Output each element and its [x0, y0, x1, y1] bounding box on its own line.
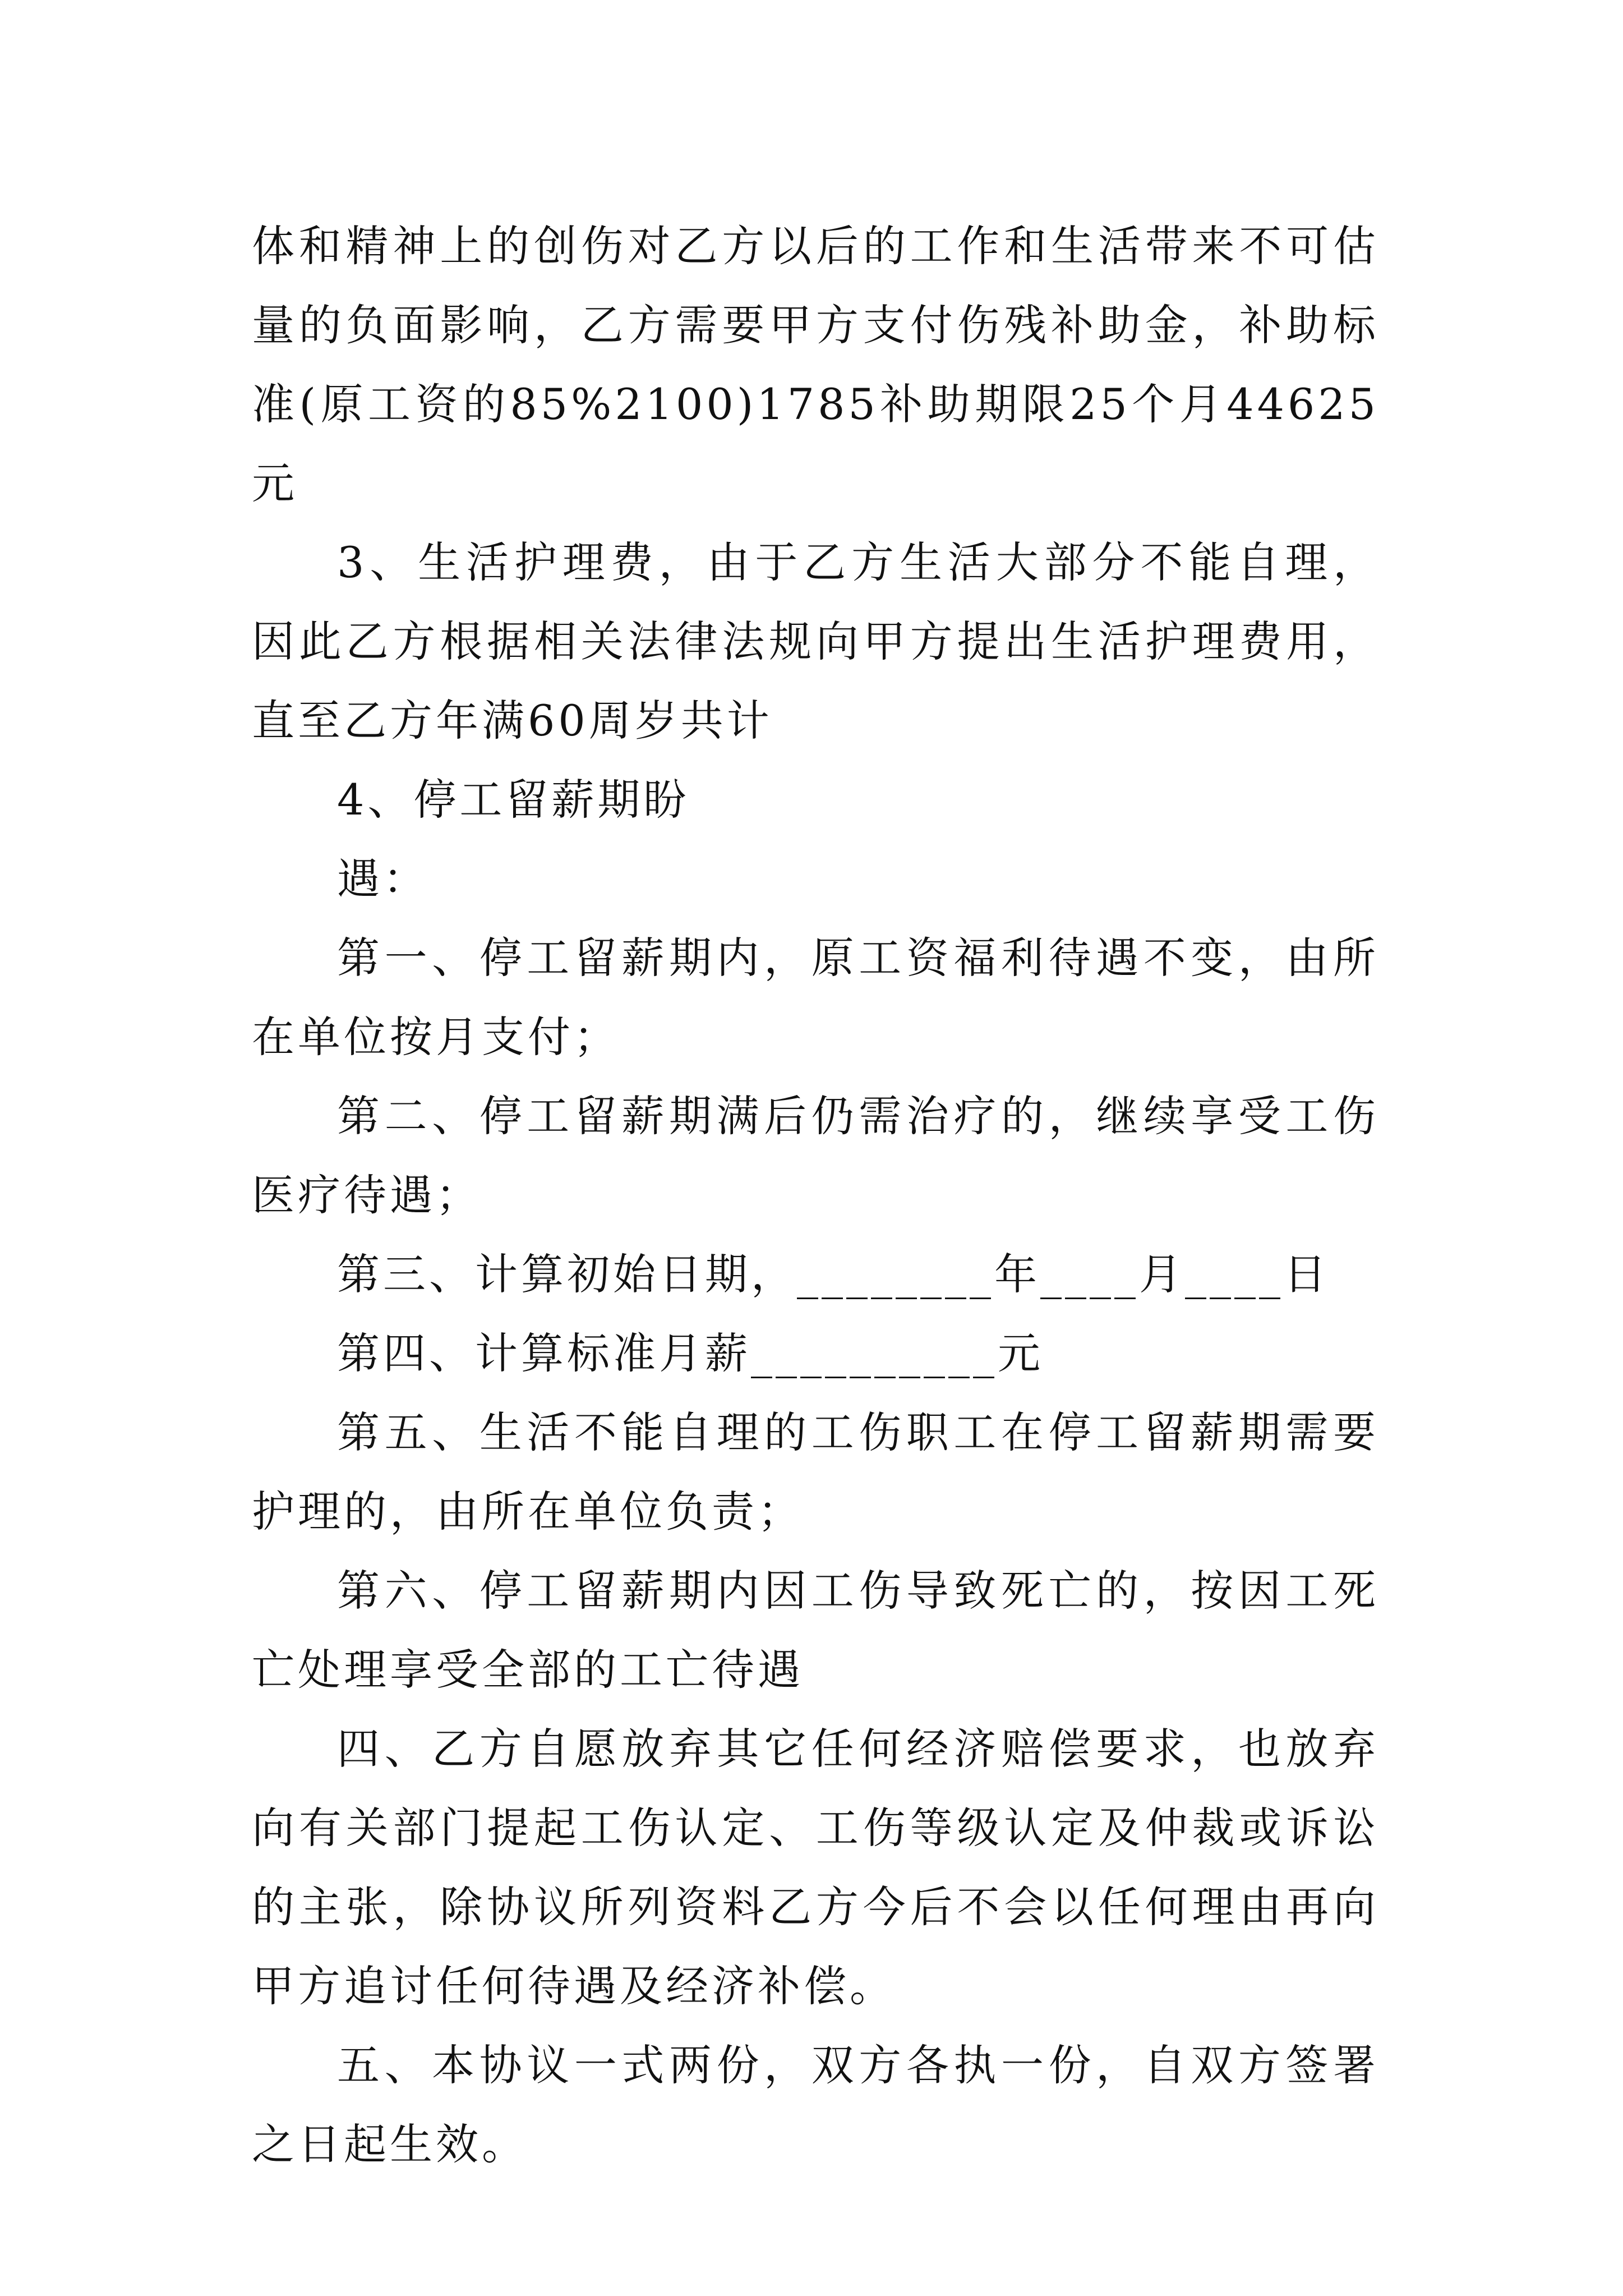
paragraph-section-5-effective: 五、本协议一式两份，双方各执一份，自双方签署之日起生效。	[252, 2040, 1379, 2169]
paragraph-nursing-fee: 3、生活护理费，由于乙方生活大部分不能自理，因此乙方根据相关法律法规向甲方提出生活护理费用，直至乙方年满60周岁共计	[252, 537, 1379, 746]
paragraph-disability-subsidy: 体和精神上的创伤对乙方以后的工作和生活带来不可估量的负面影响，乙方需要甲方支付伤残补助金，补助标准(原工资的85%2100)1785补助期限25个月44625元	[252, 221, 1379, 508]
paragraph-section-4-waiver: 四、乙方自愿放弃其它任何经济赔偿要求，也放弃向有关部门提起工伤认定、工伤等级认定及仲裁或诉讼的主张，除协议所列资料乙方今后不会以任何理由再向甲方追讨任何待遇及经济补偿。	[252, 1724, 1379, 2011]
paragraph-clause-5: 第五、生活不能自理的工伤职工在停工留薪期需要护理的，由所在单位负责；	[252, 1407, 1379, 1536]
paragraph-clause-3-start-date: 第三、计算初始日期，________年____月____日	[337, 1249, 1330, 1299]
paragraph-paid-leave-heading: 4、停工留薪期盼	[337, 775, 690, 825]
paragraph-treatment-label: 遇：	[337, 854, 429, 904]
paragraph-clause-6: 第六、停工留薪期内因工伤导致死亡的，按因工死亡处理享受全部的工亡待遇	[252, 1566, 1379, 1695]
paragraph-clause-2: 第二、停工留薪期满后仍需治疗的，继续享受工伤医疗待遇；	[252, 1091, 1379, 1220]
paragraph-clause-1: 第一、停工留薪期内，原工资福利待遇不变，由所在单位按月支付；	[252, 933, 1379, 1062]
document-body	[252, 206, 1379, 2184]
paragraph-clause-4-monthly-salary: 第四、计算标准月薪__________元	[337, 1328, 1044, 1378]
